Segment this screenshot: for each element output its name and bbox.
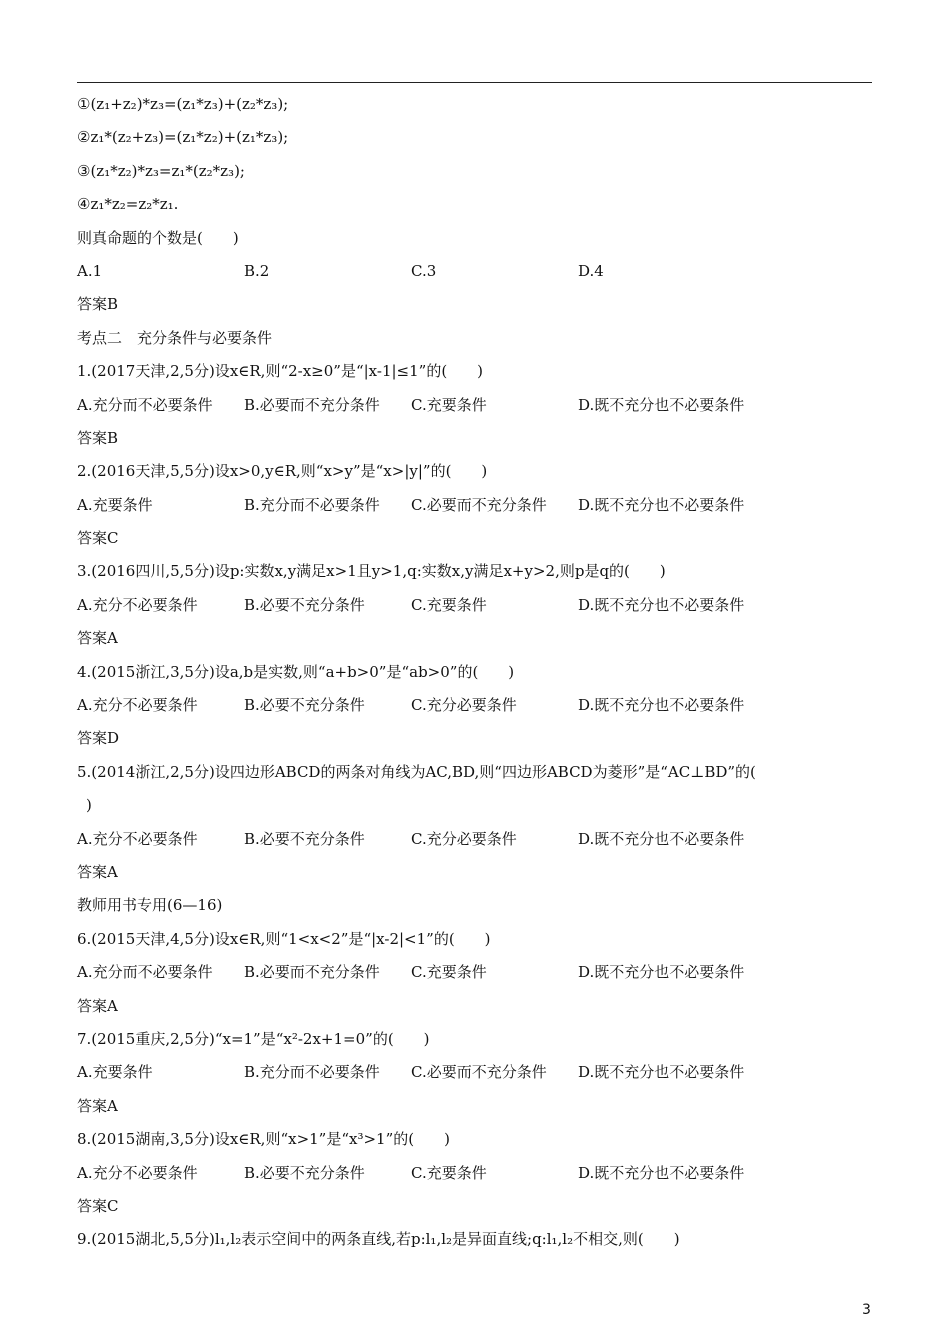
answer-option: D.既不充分也不必要条件 (578, 963, 745, 982)
answer-options (77, 689, 877, 722)
answer-option: A.充分不必要条件 (77, 595, 198, 614)
text-line: 答案D (77, 729, 120, 748)
answer-option: B.充分而不必要条件 (244, 1063, 380, 1082)
text-line: 考点二 充分条件与必要条件 (77, 328, 273, 347)
answer-options (77, 489, 877, 522)
page-content (77, 88, 877, 1257)
text-line: 4.(2015浙江,3,5分)设a,b是实数,则“a+b>0”是“ab>0”的( ) (77, 662, 515, 681)
answer-option: C.充要条件 (411, 1163, 487, 1182)
answer-option: A.充分不必要条件 (77, 696, 198, 715)
answer-option: A.充分不必要条件 (77, 829, 198, 848)
answer-option: B.必要不充分条件 (244, 829, 365, 848)
text-line: 答案A (77, 862, 118, 881)
text-line: 3.(2016四川,5,5分)设p:实数x,y满足x>1且y>1,q:实数x,y满足x+y>2,则p是q的( ) (77, 562, 666, 581)
answer-option: D.既不充分也不必要条件 (578, 595, 745, 614)
text-line: 答案A (77, 629, 118, 648)
text-line: 2.(2016天津,5,5分)设x>0,y∈R,则“x>y”是“x>|y|”的( ) (77, 462, 488, 481)
answer-option: C.充分必要条件 (411, 829, 517, 848)
answer-option: B.必要而不充分条件 (244, 963, 380, 982)
answer-option: C.充分必要条件 (411, 696, 517, 715)
text-line: 7.(2015重庆,2,5分)“x=1”是“x²-2x+1=0”的( ) (77, 1029, 430, 1048)
answer-option: D.既不充分也不必要条件 (578, 1163, 745, 1182)
text-line: ①(z₁+z₂)*z₃=(z₁*z₃)+(z₂*z₃); (77, 95, 289, 113)
answer-option: B.必要不充分条件 (244, 696, 365, 715)
answer-option: B.充分而不必要条件 (244, 495, 380, 514)
text-line: 5.(2014浙江,2,5分)设四边形ABCD的两条对角线为AC,BD,则“四边形ABCD为菱形”是“AC⊥BD”的( (77, 762, 756, 781)
text-line-continuation: ) (86, 796, 92, 815)
answer-option: D.既不充分也不必要条件 (578, 395, 745, 414)
answer-option: A.充要条件 (77, 1063, 153, 1082)
answer-option: D.4 (578, 261, 604, 280)
answer-option: D.既不充分也不必要条件 (578, 1063, 745, 1082)
answer-option: C.充要条件 (411, 395, 487, 414)
answer-option: A.充分不必要条件 (77, 1163, 198, 1182)
text-line: 答案B (77, 428, 119, 447)
answer-option: A.充分而不必要条件 (77, 963, 213, 982)
text-line: 9.(2015湖北,5,5分)l₁,l₂表示空间中的两条直线,若p:l₁,l₂是异面直线;q:l₁,l₂不相交,则( ) (77, 1230, 680, 1249)
text-line: ②z₁*(z₂+z₃)=(z₁*z₂)+(z₁*z₃); (77, 128, 289, 147)
answer-option: C.3 (411, 261, 437, 280)
answer-option: D.既不充分也不必要条件 (578, 495, 745, 514)
answer-options (77, 589, 877, 622)
answer-option: C.充要条件 (411, 963, 487, 982)
text-line: 1.(2017天津,2,5分)设x∈R,则“2-x≥0”是“|x-1|≤1”的( ) (77, 362, 484, 381)
text-line: 6.(2015天津,4,5分)设x∈R,则“1<x<2”是“|x-2|<1”的( ) (77, 929, 491, 948)
text-line: 答案C (77, 529, 119, 548)
answer-options (77, 255, 877, 288)
text-line: 则真命题的个数是( ) (77, 228, 239, 247)
page-number: 3 (862, 1302, 871, 1318)
answer-option: D.既不充分也不必要条件 (578, 696, 745, 715)
answer-options (77, 389, 877, 422)
answer-option: C.充要条件 (411, 595, 487, 614)
header-rule (77, 82, 872, 83)
text-line: 答案B (77, 295, 119, 314)
text-line: 答案A (77, 996, 118, 1015)
answer-options (77, 956, 877, 989)
answer-option: B.必要不充分条件 (244, 595, 365, 614)
answer-option: C.必要而不充分条件 (411, 1063, 547, 1082)
answer-option: A.充要条件 (77, 495, 153, 514)
answer-option: C.必要而不充分条件 (411, 495, 547, 514)
answer-options (77, 1157, 877, 1190)
answer-option: B.必要不充分条件 (244, 1163, 365, 1182)
text-line: 答案A (77, 1096, 118, 1115)
answer-option: A.充分而不必要条件 (77, 395, 213, 414)
text-line: ④z₁*z₂=z₂*z₁. (77, 195, 179, 214)
answer-option: B.2 (244, 261, 270, 280)
answer-options (77, 1056, 877, 1089)
answer-options (77, 823, 877, 856)
text-line: 8.(2015湖南,3,5分)设x∈R,则“x>1”是“x³>1”的( ) (77, 1130, 450, 1149)
answer-option: D.既不充分也不必要条件 (578, 829, 745, 848)
text-line: 教师用书专用(6—16) (77, 896, 223, 915)
text-line: ③(z₁*z₂)*z₃=z₁*(z₂*z₃); (77, 161, 245, 180)
answer-option: A.1 (77, 261, 103, 280)
text-line: 答案C (77, 1196, 119, 1215)
answer-option: B.必要而不充分条件 (244, 395, 380, 414)
